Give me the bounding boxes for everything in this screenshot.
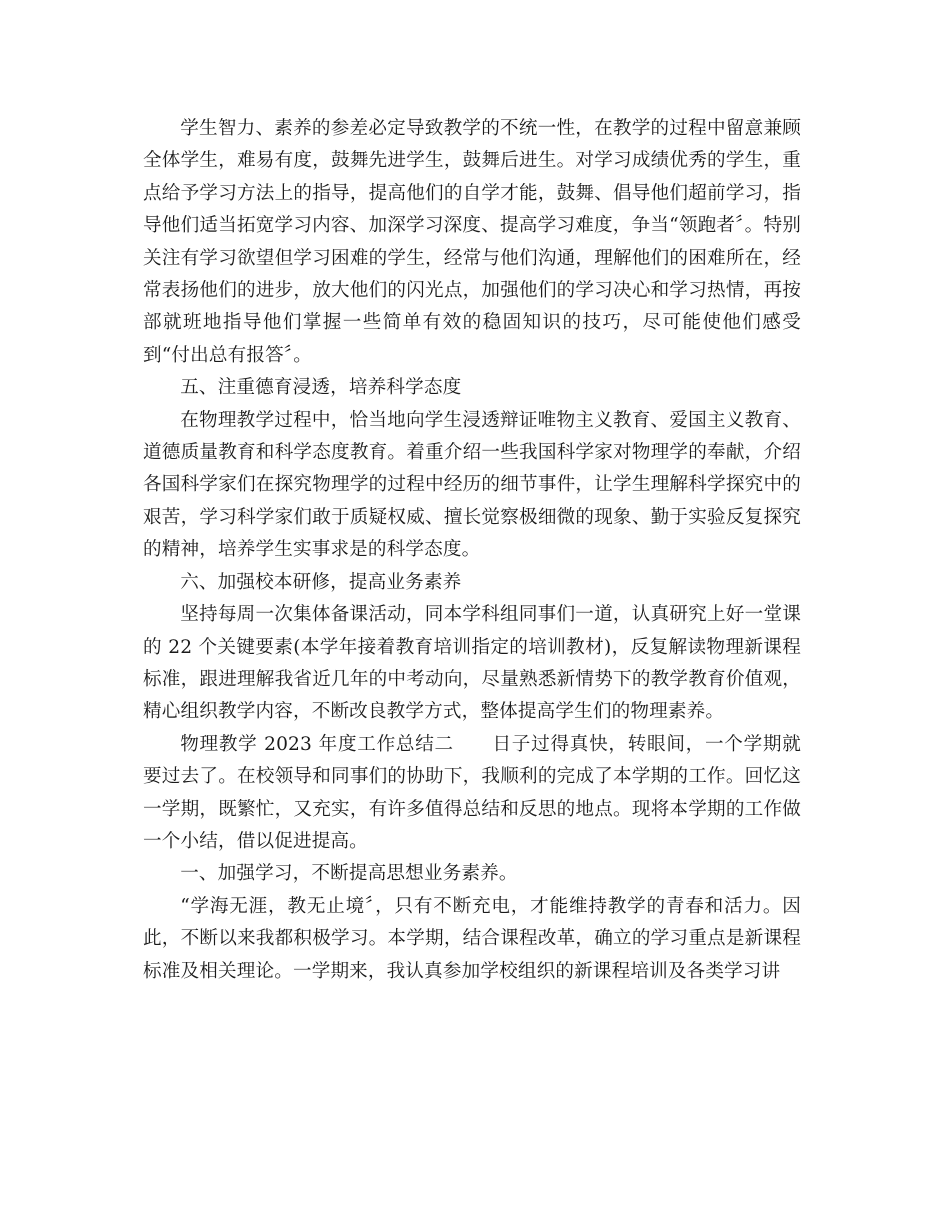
section-heading-school-research: 六、加强校本研修，提高业务素养: [180, 571, 462, 593]
section-heading-moral-education: 五、注重德育浸透，培养科学态度: [180, 377, 462, 399]
paragraph-school-research: 坚持每周一次集体备课活动，同本学科组同事们一道，认真研究上好一堂课的 22 个关键要素(本学年接着教育培训指定的培训教材)，反复解读物理新课程标准，跟进理解我省近几年的中考动向，尽量熟悉新情势下的教学教育价值观，精心组织教学内容，不断改良教学方式，整体提高学生们的物理素养。: [143, 604, 801, 723]
document-body: [143, 113, 801, 988]
paragraph-student-differences: 学生智力、素养的参差必定导致教学的不统一性，在教学的过程中留意兼顾全体学生，难易有度，鼓舞先进学生，鼓舞后进生。对学习成绩优秀的学生，重点给予学习方法上的指导，提高他们的自学才能，鼓舞、倡导他们超前学习，指导他们适当拓宽学习内容、加深学习深度、提高学习难度，争当“领跑者〞。特别关注有学习欲望但学习困难的学生，经常与他们沟通，理解他们的困难所在，经常表扬他们的进步，放大他们的闪光点，加强他们的学习决心和学习热情，再按部就班地指导他们掌握一些简单有效的稳固知识的技巧，尽可能使他们感受到“付出总有报答〞。: [143, 118, 801, 366]
paragraph-summary-two-intro: 物理教学 2023 年度工作总结二 日子过得真快，转眼间，一个学期就要过去了。在校领导和同事们的协助下，我顺利的完成了本学期的工作。回忆这一学期，既繁忙，又充实，有许多值得总结和反思的地点。现将本学期的工作做一个小结，借以促进提高。: [143, 733, 801, 852]
paragraph-moral-education: 在物理教学过程中，恰当地向学生浸透辩证唯物主义教育、爱国主义教育、道德质量教育和科学态度教育。着重介绍一些我国科学家对物理学的奉献，介绍各国科学家们在探究物理学的过程中经历的细节事件，让学生理解科学探究中的艰苦，学习科学家们敢于质疑权威、擅长觉察极细微的现象、勤于实验反复探究的精神，培养学生实事求是的科学态度。: [143, 409, 801, 561]
paragraph-strengthen-learning: “学海无涯，教无止境〞，只有不断充电，才能维持教学的青春和活力。因此，不断以来我都积极学习。本学期，结合课程改革，确立的学习重点是新课程标准及相关理论。一学期来，我认真参加学校组织的新课程培训及各类学习讲: [143, 895, 801, 982]
section-heading-strengthen-learning: 一、加强学习，不断提高思想业务素养。: [180, 863, 518, 885]
